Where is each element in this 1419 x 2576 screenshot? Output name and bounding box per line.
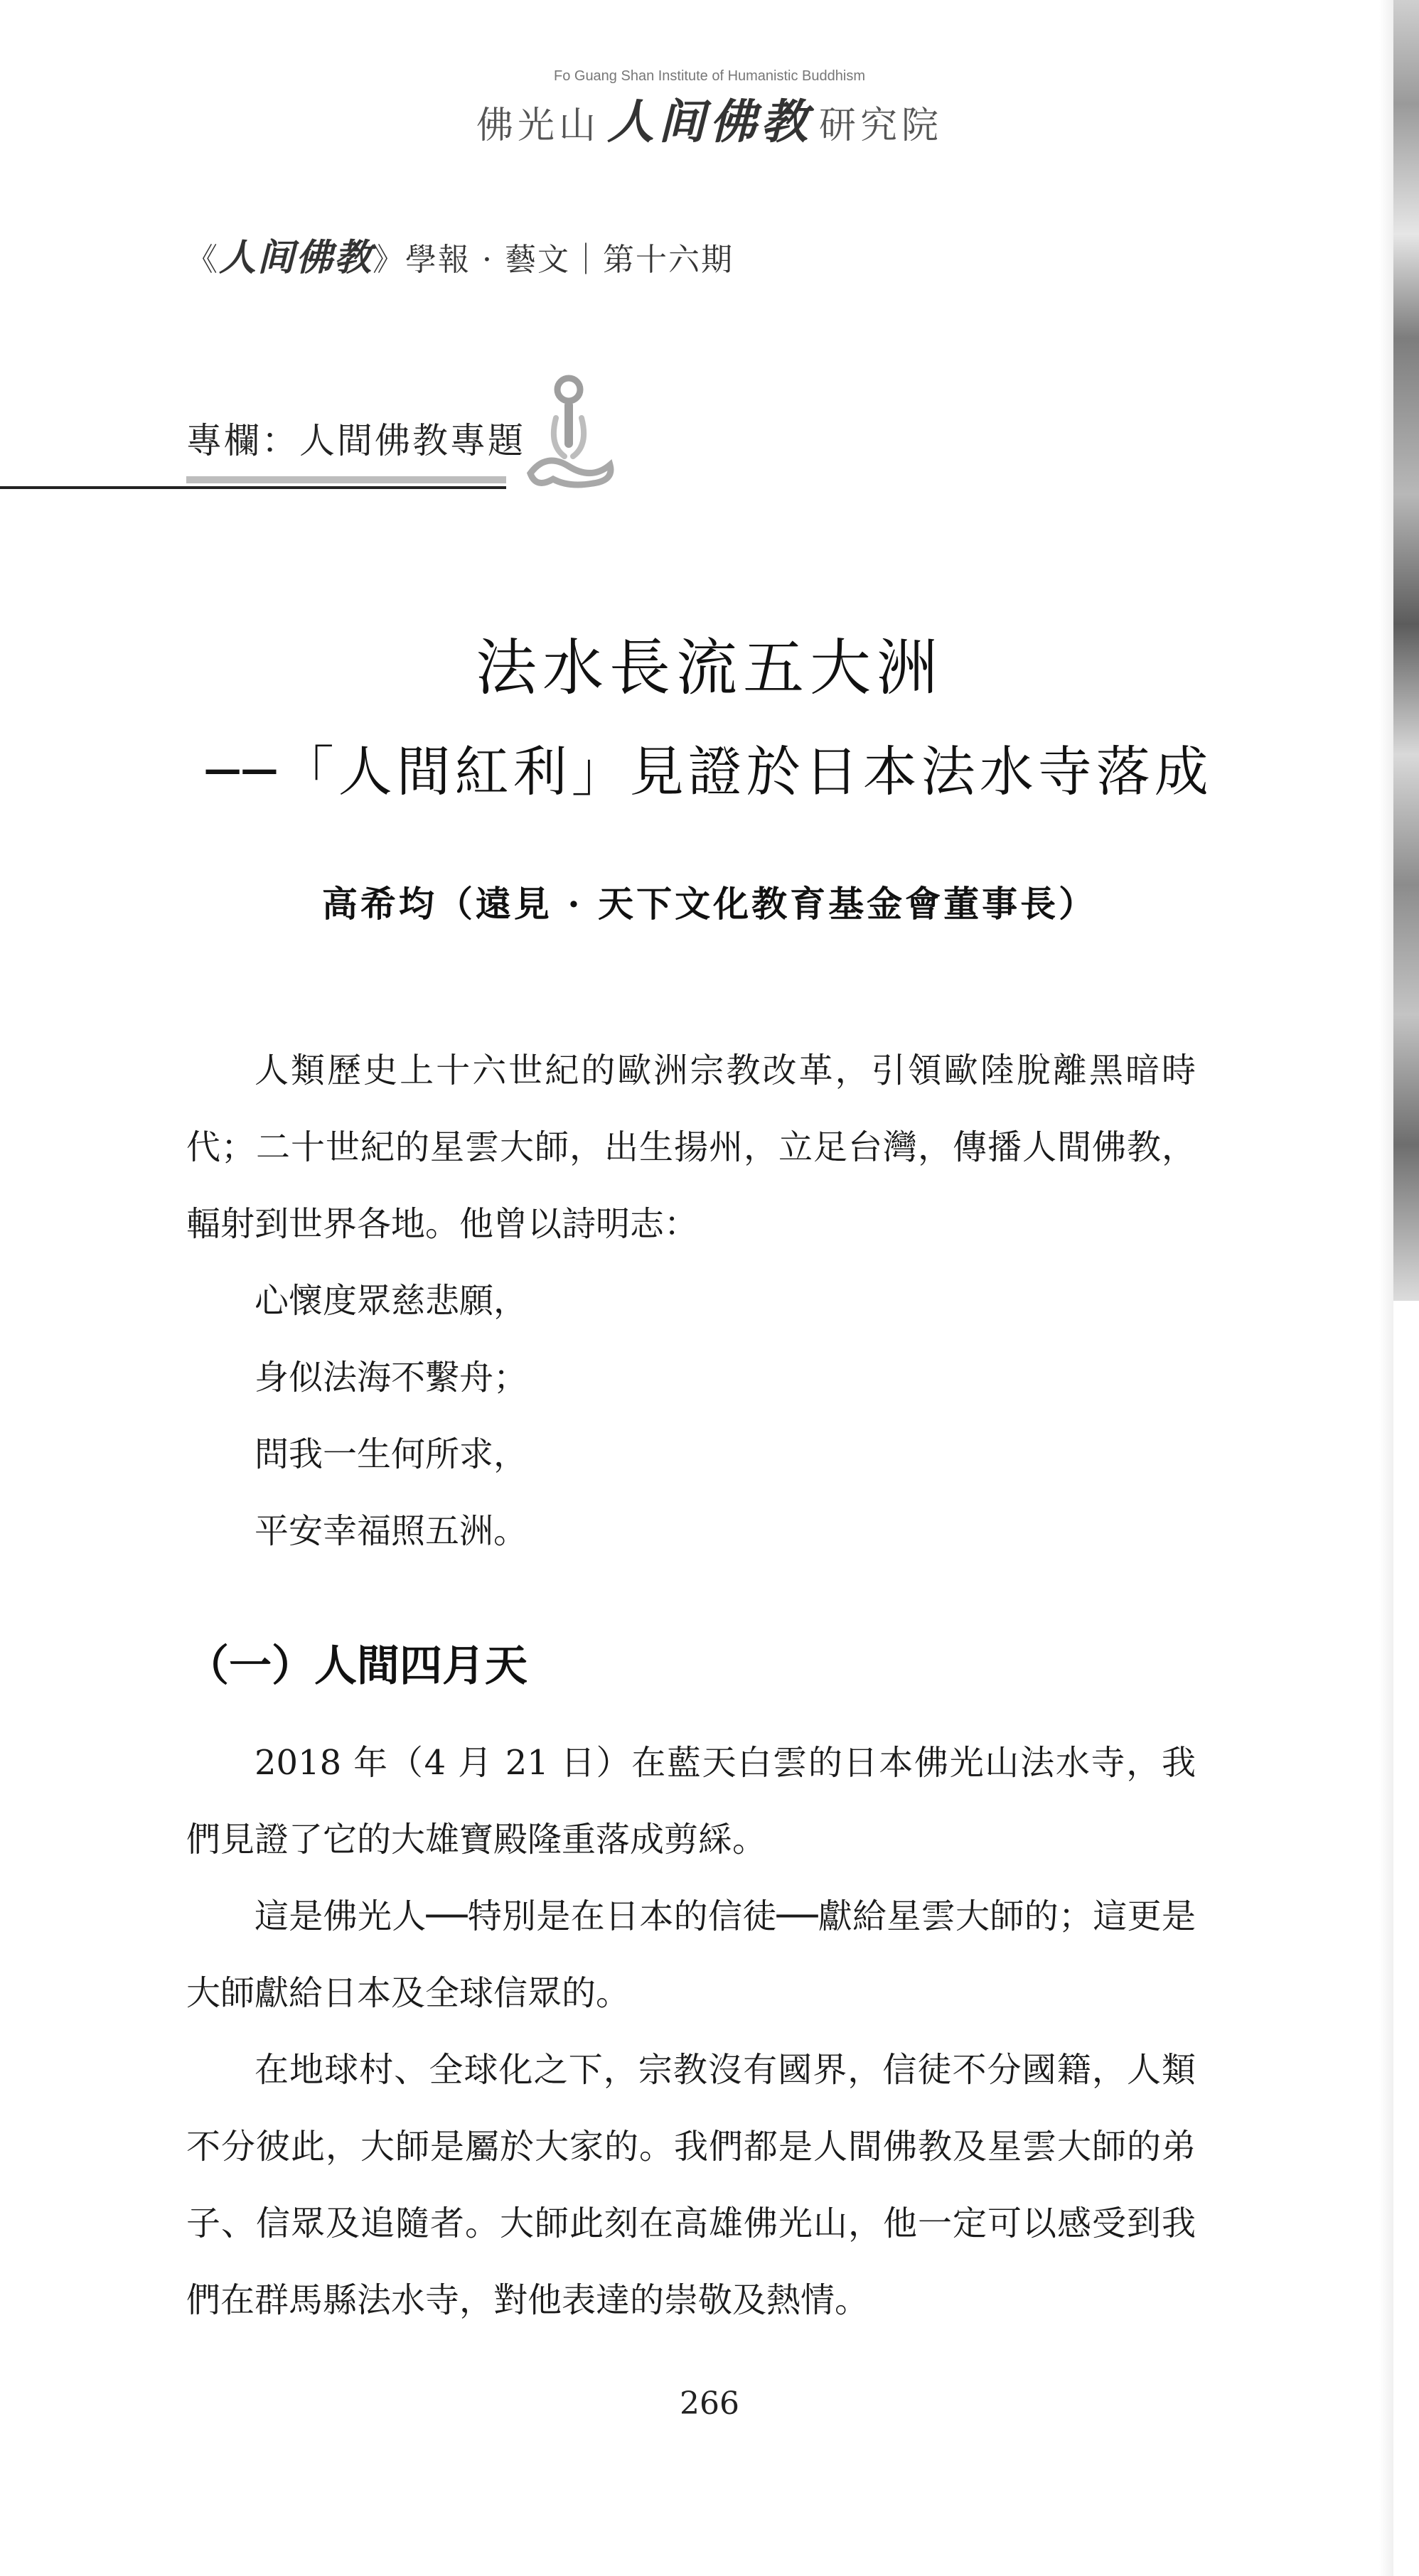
page-edge-shadow [1379, 0, 1393, 2576]
institute-name [476, 84, 943, 151]
institute-prefix: 佛光山 [476, 104, 600, 147]
institute-english-name: Fo Guang Shan Institute of Humanistic Buddhism [553, 68, 865, 84]
page-number: 266 [680, 2386, 739, 2422]
meditating-figure-icon [525, 367, 617, 495]
column-rule-highlight [186, 476, 506, 483]
journal-brand: 人间佛教 [219, 236, 373, 279]
section-body [186, 1724, 1196, 2339]
poem-line: 身似法海不繫舟； [255, 1358, 528, 1397]
journal-close-quote: 》 [373, 242, 406, 278]
journal-issue: 學報 · 藝文｜第十六期 [405, 242, 734, 278]
article-title: 法水長流五大洲 [476, 633, 943, 704]
journal-open-quote: 《 [186, 242, 219, 278]
column-label: 專欄：人間佛教專題 [186, 420, 525, 461]
intro-paragraph: 人類歷史上十六世紀的歐洲宗教改革，引領歐陸脫離黑暗時代；二十世紀的星雲大師，出生揚州，立足台灣，傳播人間佛教，輻射到世界各地。他曾以詩明志： [186, 1051, 1196, 1244]
poem-line: 心懷度眾慈悲願， [255, 1281, 528, 1321]
article-subtitle: ──「人間紅利」見證於日本法水寺落成 [206, 740, 1213, 803]
poem-line: 平安幸福照五洲。 [255, 1511, 528, 1551]
institute-suffix: 研究院 [819, 104, 943, 147]
body-paragraph: 在地球村、全球化之下，宗教沒有國界，信徒不分國籍，人類不分彼此，大師是屬於大家的。我們都是人間佛教及星雲大師的弟子、信眾及追隨者。大師此刻在高雄佛光山，他一定可以感受到我們在群馬縣法水寺，對他表達的崇敬及熱情。 [186, 2050, 1196, 2320]
intro-block [186, 1032, 1196, 1569]
body-paragraph: 這是佛光人──特別是在日本的信徒──獻給星雲大師的；這更是大師獻給日本及全球信眾的。 [186, 1896, 1196, 2013]
institute-brand-logo: 人间佛教 [607, 94, 812, 149]
column-rule [0, 486, 506, 489]
poem-line: 問我一生何所求， [255, 1434, 528, 1474]
article-byline: 高希均（遠見 · 天下文化教育基金會董事長） [321, 883, 1098, 925]
institute-header [0, 84, 1419, 151]
body-paragraph: 2018 年（4 月 21 日）在藍天白雲的日本佛光山法水寺，我們見證了它的大雄寶殿隆重落成剪綵。 [186, 1743, 1196, 1859]
section-heading: （一）人間四月天 [186, 1641, 528, 1691]
journal-line [186, 227, 734, 281]
